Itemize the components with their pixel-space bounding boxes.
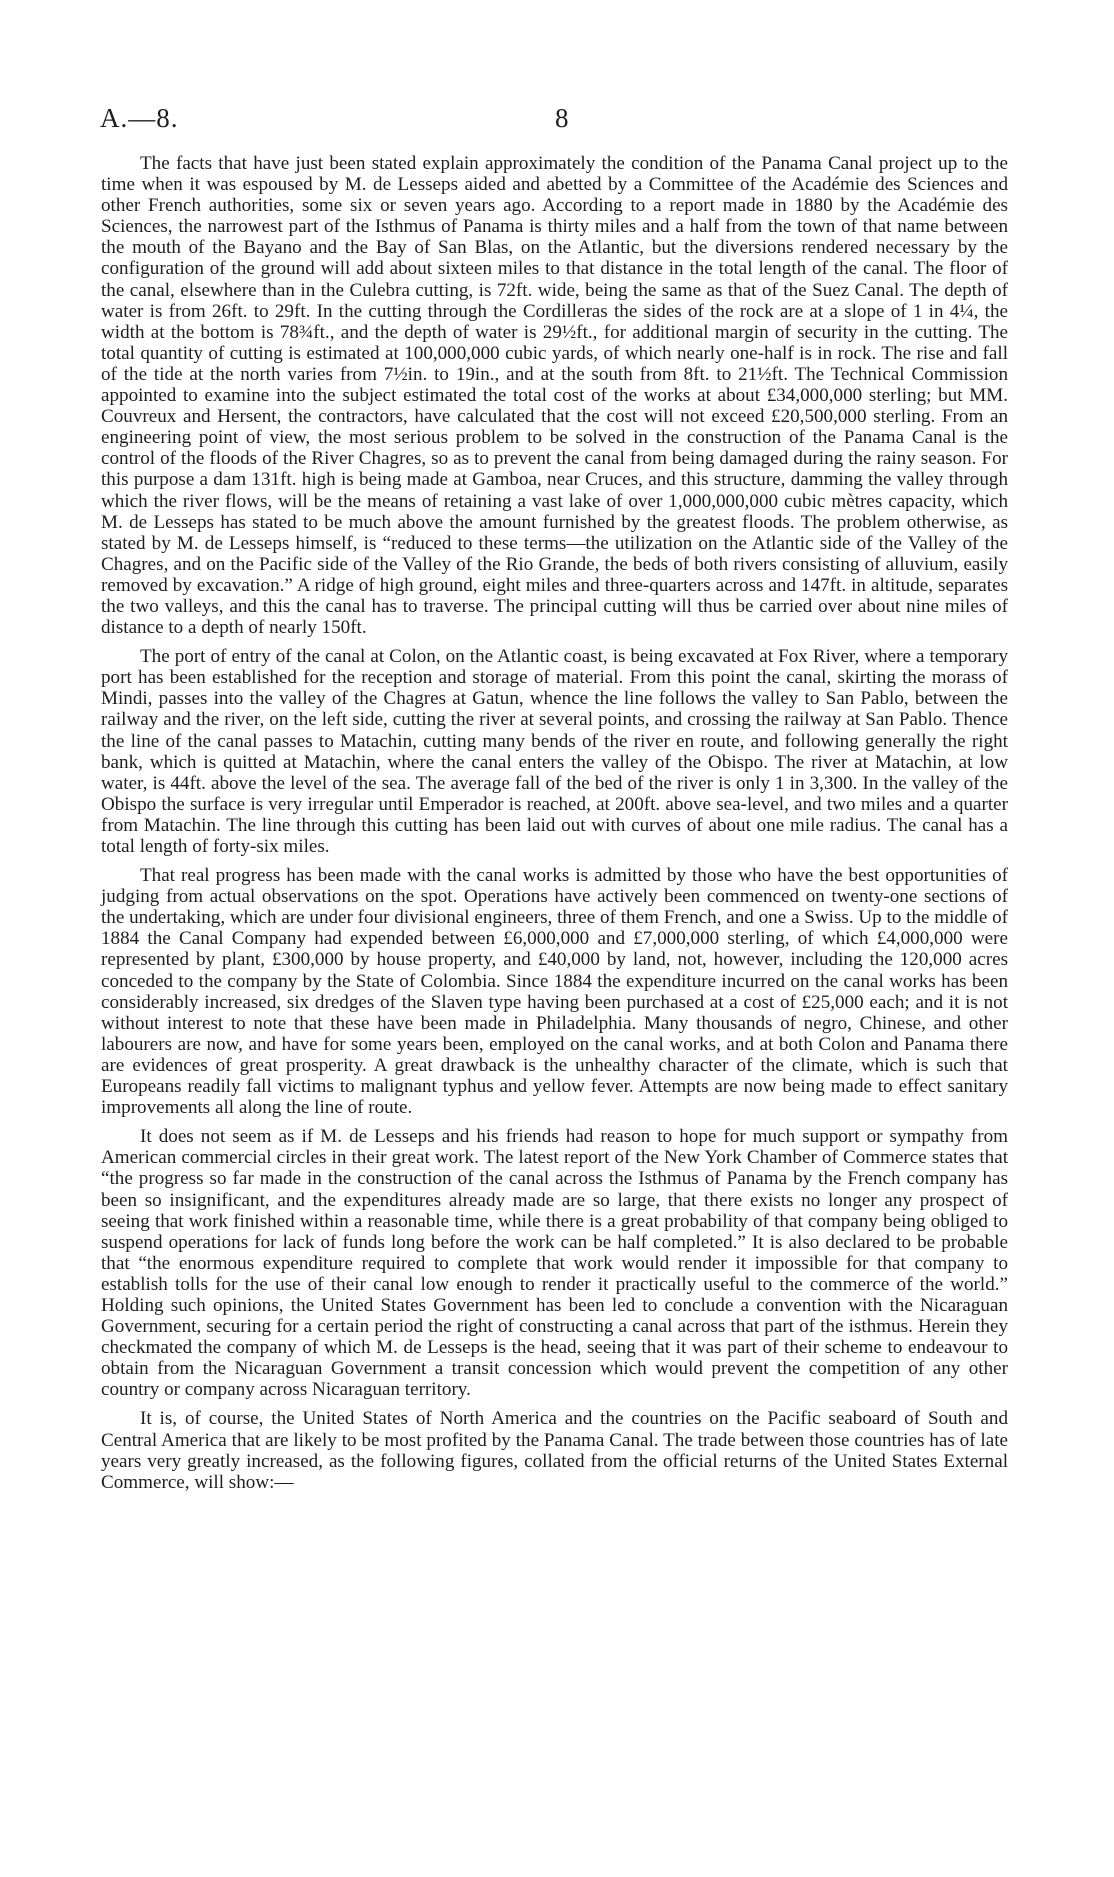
- paragraph: It does not seem as if M. de Lesseps and his friends had reason to hope for much support or sympathy from American commercial circles in their great work. The latest report of the New York Chamber of Commerce states that “the progress so far made in the construction of the canal across the Isthmus of Panama by the French company has been so insignificant, and the expenditures already made are so large, that there exists no longer any prospect of seeing that work finished within a reasonable time, while there is a great probability of that company being obliged to suspend operations for lack of funds long before the work can be half completed.” It is also declared to be probable that “the enormous expenditure required to complete that work would render it impossible for that company to establish tolls for the use of their canal low enough to render it practically useful to the commerce of the world.” Holding such opinions, the United States Government has been led to conclude a convention with the Nicaraguan Government, securing for a certain period the right of constructing a canal across that part of the isthmus. Herein they checkmated the company of which M. de Lesseps is the head, seeing that it was part of their scheme to endeavour to obtain from the Nicaraguan Government a transit concession which would prevent the competition of any other country or company across Nicaraguan territory.: [101, 1126, 1008, 1401]
- paragraph: The port of entry of the canal at Colon, on the Atlantic coast, is being excavated at Fox River, where a temporary port has been established for the reception and storage of material. From this point the canal, skirting the morass of Mindi, passes into the valley of the Chagres at Gatun, whence the line follows the valley to San Pablo, between the railway and the river, on the left side, cutting the river at several points, and crossing the railway at San Pablo. Thence the line of the canal passes to Matachin, cutting many bends of the river en route, and following generally the right bank, which is quitted at Matachin, where the canal enters the valley of the Obispo. The river at Matachin, at low water, is 44ft. above the level of the sea. The average fall of the bed of the river is only 1 in 3,300. In the valley of the Obispo the surface is very irregular until Emperador is reached, at 200ft. above sea-level, and two miles and a quarter from Matachin. The line through this cutting has been laid out with curves of about one mile radius. The canal has a total length of forty-six miles.: [101, 646, 1008, 857]
- paragraph: It is, of course, the United States of North America and the countries on the Pacific seaboard of South and Central America that are likely to be most profited by the Panama Canal. The trade between those countries has of late years very greatly increased, as the following figures, collated from the official returns of the United States External Commerce, will show:—: [101, 1408, 1008, 1493]
- paragraph: That real progress has been made with the canal works is admitted by those who have the best opportunities of judging from actual observations on the spot. Operations have actively been commenced on twenty-one sections of the undertaking, which are under four divisional engineers, three of them French, and one a Swiss. Up to the middle of 1884 the Canal Company had expended between £6,000,000 and £7,000,000 sterling, of which £4,000,000 were represented by plant, £300,000 by house property, and £40,000 by land, not, however, including the 120,000 acres conceded to the company by the State of Colombia. Since 1884 the expenditure incurred on the canal works has been considerably increased, six dredges of the Slaven type having been purchased at a cost of £25,000 each; and it is not without interest to note that these have been made in Philadelphia. Many thousands of negro, Chinese, and other labourers are now, and have for some years been, employed on the canal works, and at both Colon and Panama there are evidences of great prosperity. A great drawback is the unhealthy character of the climate, which is such that Europeans readily fall victims to malignant typhus and yellow fever. Attempts are now being made to effect sanitary improvements all along the line of route.: [101, 865, 1008, 1119]
- page-number: 8: [555, 103, 569, 133]
- paragraph: The facts that have just been stated explain approximately the condition of the Panama Canal project up to the time when it was espoused by M. de Lesseps aided and abetted by a Committee of the Académie des Sciences and other French authorities, some six or seven years ago. According to a report made in 1880 by the Académie des Sciences, the narrowest part of the Isthmus of Panama is thirty miles and a half from the town of that name between the mouth of the Bayano and the Bay of San Blas, on the Atlantic, but the diversions rendered necessary by the configuration of the ground will add about sixteen miles to that distance in the total length of the canal. The floor of the canal, elsewhere than in the Culebra cutting, is 72ft. wide, being the same as that of the Suez Canal. The depth of water is from 26ft. to 29ft. In the cutting through the Cordilleras the sides of the rock are at a slope of 1 in 4¼, the width at the bottom is 78¾ft., and the depth of water is 29½ft., for additional margin of security in the cutting. The total quantity of cutting is estimated at 100,000,000 cubic yards, of which nearly one-half is in rock. The rise and fall of the tide at the north varies from 7½in. to 19in., and at the south from 8ft. to 21½ft. The Technical Commission appointed to examine into the subject estimated the total cost of the works at about £34,000,000 sterling; but MM. Couvreux and Hersent, the contractors, have calculated that the cost will not exceed £20,500,000 sterling. From an engineering point of view, the most serious problem to be solved in the construction of the Panama Canal is the control of the floods of the River Chagres, so as to prevent the canal from being damaged during the rainy season. For this purpose a dam 131ft. high is being made at Gamboa, near Cruces, and this structure, damming the valley through which the river flows, will be the means of retaining a vast lake of over 1,000,000,000 cubic mètres capacity, which M. de Lesseps has stated to be much above the amount furnished by the greatest floods. The problem otherwise, as stated by M. de Lesseps himself, is “reduced to these terms—the utilization on the Atlantic side of the Valley of the Chagres, and on the Pacific side of the Valley of the Rio Grande, the beds of both rivers consisting of alluvium, easily removed by excavation.” A ridge of high ground, eight miles and three-quarters across and 147ft. in altitude, separates the two valleys, and this the canal has to traverse. The principal cutting will thus be carried over about nine miles of distance to a depth of nearly 150ft.: [101, 153, 1008, 639]
- document-code: A.—8.: [100, 103, 179, 133]
- body-text: [101, 153, 1008, 1501]
- page-header: [100, 103, 1000, 143]
